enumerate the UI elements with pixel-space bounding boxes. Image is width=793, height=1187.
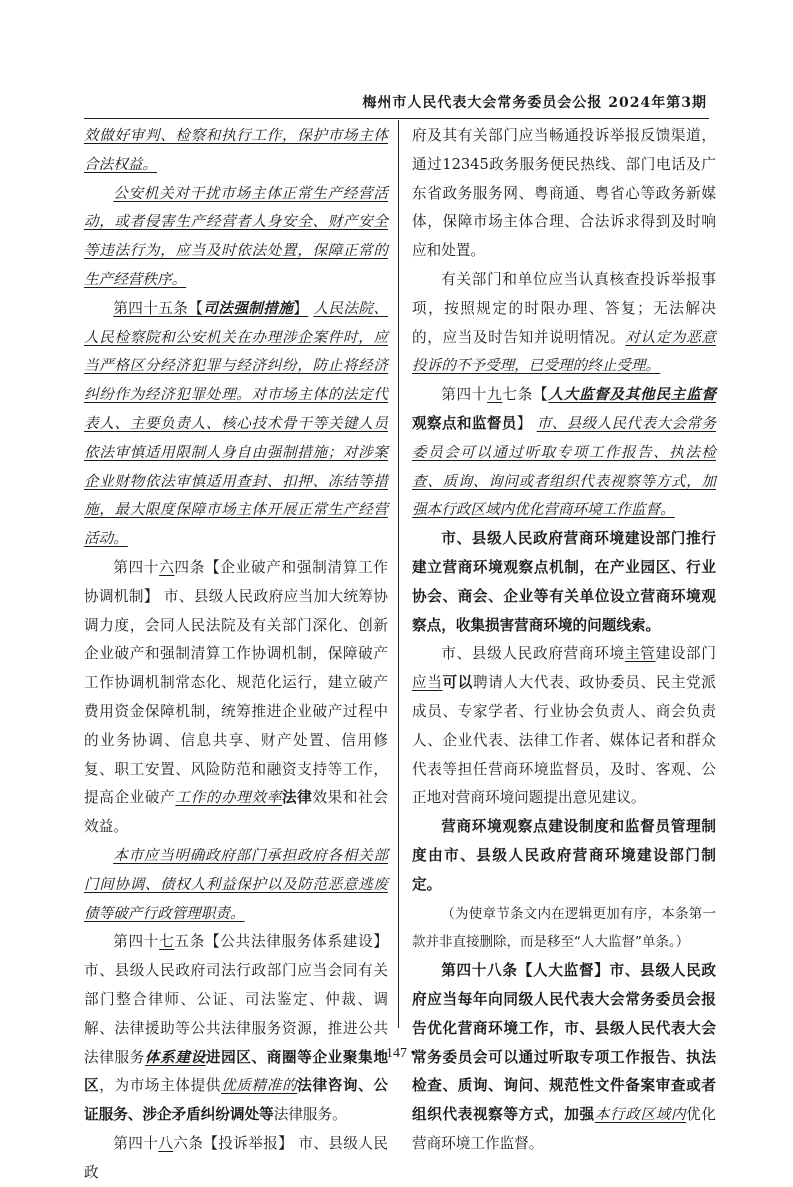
header-rule bbox=[84, 118, 709, 119]
column-divider bbox=[398, 120, 399, 1028]
paragraph: 市、县级人民政府营商环境建设部门推行建立营商环境观察点机制，在产业园区、行业协会、商会、企业等有关单位设立营商环境观察点，收集损害营商环境的问题线索。 bbox=[412, 530, 716, 634]
journal-title: 梅州市人民代表大会常务委员会公报 2024年第3期 bbox=[362, 95, 707, 111]
article-47: 第四十七五条【公共法律服务体系建设】市、县级人民政府司法行政部门应当会同有关部门整合律师、公证、司法鉴定、仲裁、调解、法律援助等公共法律服务资源，推进公共法律服务体系建设进园区、商圈等企业聚集地区，为市场主体提供优质精准的法律咨询、公证服务、涉企矛盾纠纷调处等法律服务。 bbox=[84, 933, 388, 1124]
left-column bbox=[84, 122, 388, 1187]
paragraph: 效做好审判、检察和执行工作，保护市场主体合法权益。 bbox=[84, 127, 388, 173]
article-45: 第四十五条【司法强制措施】 人民法院、人民检察院和公安机关在办理涉企案件时，应当严格区分经济犯罪与经济纠纷，防止将经济纠纷作为经济犯罪处理。对市场主体的法定代表人、主要负责人、核心技术骨干等关键人员依法审慎适用限制人身自由强制措施；对涉案企业财物依法审慎适用查封、扣押、冻结等措施，最大限度保障市场主体开展正常生产经营活动。 bbox=[84, 299, 388, 548]
paragraph: 有关部门和单位应当认真核查投诉举报事项，按照规定的时限办理、答复；无法解决的，应当及时告知并说明情况。对认定为恶意投诉的不予受理，已受理的终止受理。 bbox=[412, 270, 716, 375]
paragraph: 公安机关对干扰市场主体正常生产经营活动，或者侵害生产经营者人身安全、财产安全等违法行为，应当及时依法处置，保障正常的生产经营秩序。 bbox=[84, 184, 388, 288]
editorial-note: （为使章节条文内在逻辑更加有序，本条第一款并非直接删除，而是移至“人大监督”单条。） bbox=[412, 905, 716, 951]
page-header bbox=[0, 0, 793, 111]
page-number: • 147 • bbox=[377, 1046, 416, 1061]
right-column bbox=[412, 122, 716, 1159]
paragraph: 府及其有关部门应当畅通投诉举报反馈渠道，通过12345政务服务便民热线、部门电话及广东省政务服务网、粤商通、粤省心等政务新媒体，保障市场主体合理、合法诉求得到及时响应和处置。 bbox=[412, 127, 716, 260]
article-48: 第四十八六条【投诉举报】 市、县级人民政 bbox=[84, 1134, 388, 1181]
paragraph: 营商环境观察点建设制度和监督员管理制度由市、县级人民政府营商环境建设部门制定。 bbox=[412, 818, 716, 893]
paragraph: 市、县级人民政府营商环境主管建设部门应当可以聘请人大代表、政协委员、民主党派成员、专家学者、行业协会负责人、商会负责人、企业代表、法律工作者、媒体记者和群众代表等担任营商环境监督员，及时、客观、公正地对营商环境问题提出意见建议。 bbox=[412, 645, 716, 807]
paragraph: 本市应当明确政府部门承担政府各相关部门间协调、债权人利益保护以及防范恶意逃废债等破产行政管理职责。 bbox=[84, 846, 388, 922]
article-46: 第四十六四条【企业破产和强制清算工作协调机制】 市、县级人民政府应当加大统筹协调力度，会同人民法院及有关部门深化、创新企业破产和强制清算工作协调机制，保障破产工作协调机制常态化、规范化运行，建立破产费用资金保障机制，统筹推进企业破产过程中的业务协调、信息共享、财产处置、信用修复、职工安置、风险防范和融资支持等工作，提高企业破产工作的办理效率法律效果和社会效益。 bbox=[84, 558, 388, 836]
article-49: 第四十九七条【人大监督及其他民主监督观察点和监督员】 市、县级人民代表大会常务委员会可以通过听取专项工作报告、执法检查、质询、询问或者组织代表视察等方式，加强本行政区域内优化营商环境工作监督。 bbox=[412, 386, 716, 519]
article-48-new: 第四十八条【人大监督】市、县级人民政府应当每年向同级人民代表大会常务委员会报告优化营商环境工作，市、县级人民代表大会常务委员会可以通过听取专项工作报告、执法检查、质询、询问、规范性文件备案审查或者组织代表视察等方式，加强本行政区域内优化营商环境工作监督。 bbox=[412, 962, 716, 1152]
